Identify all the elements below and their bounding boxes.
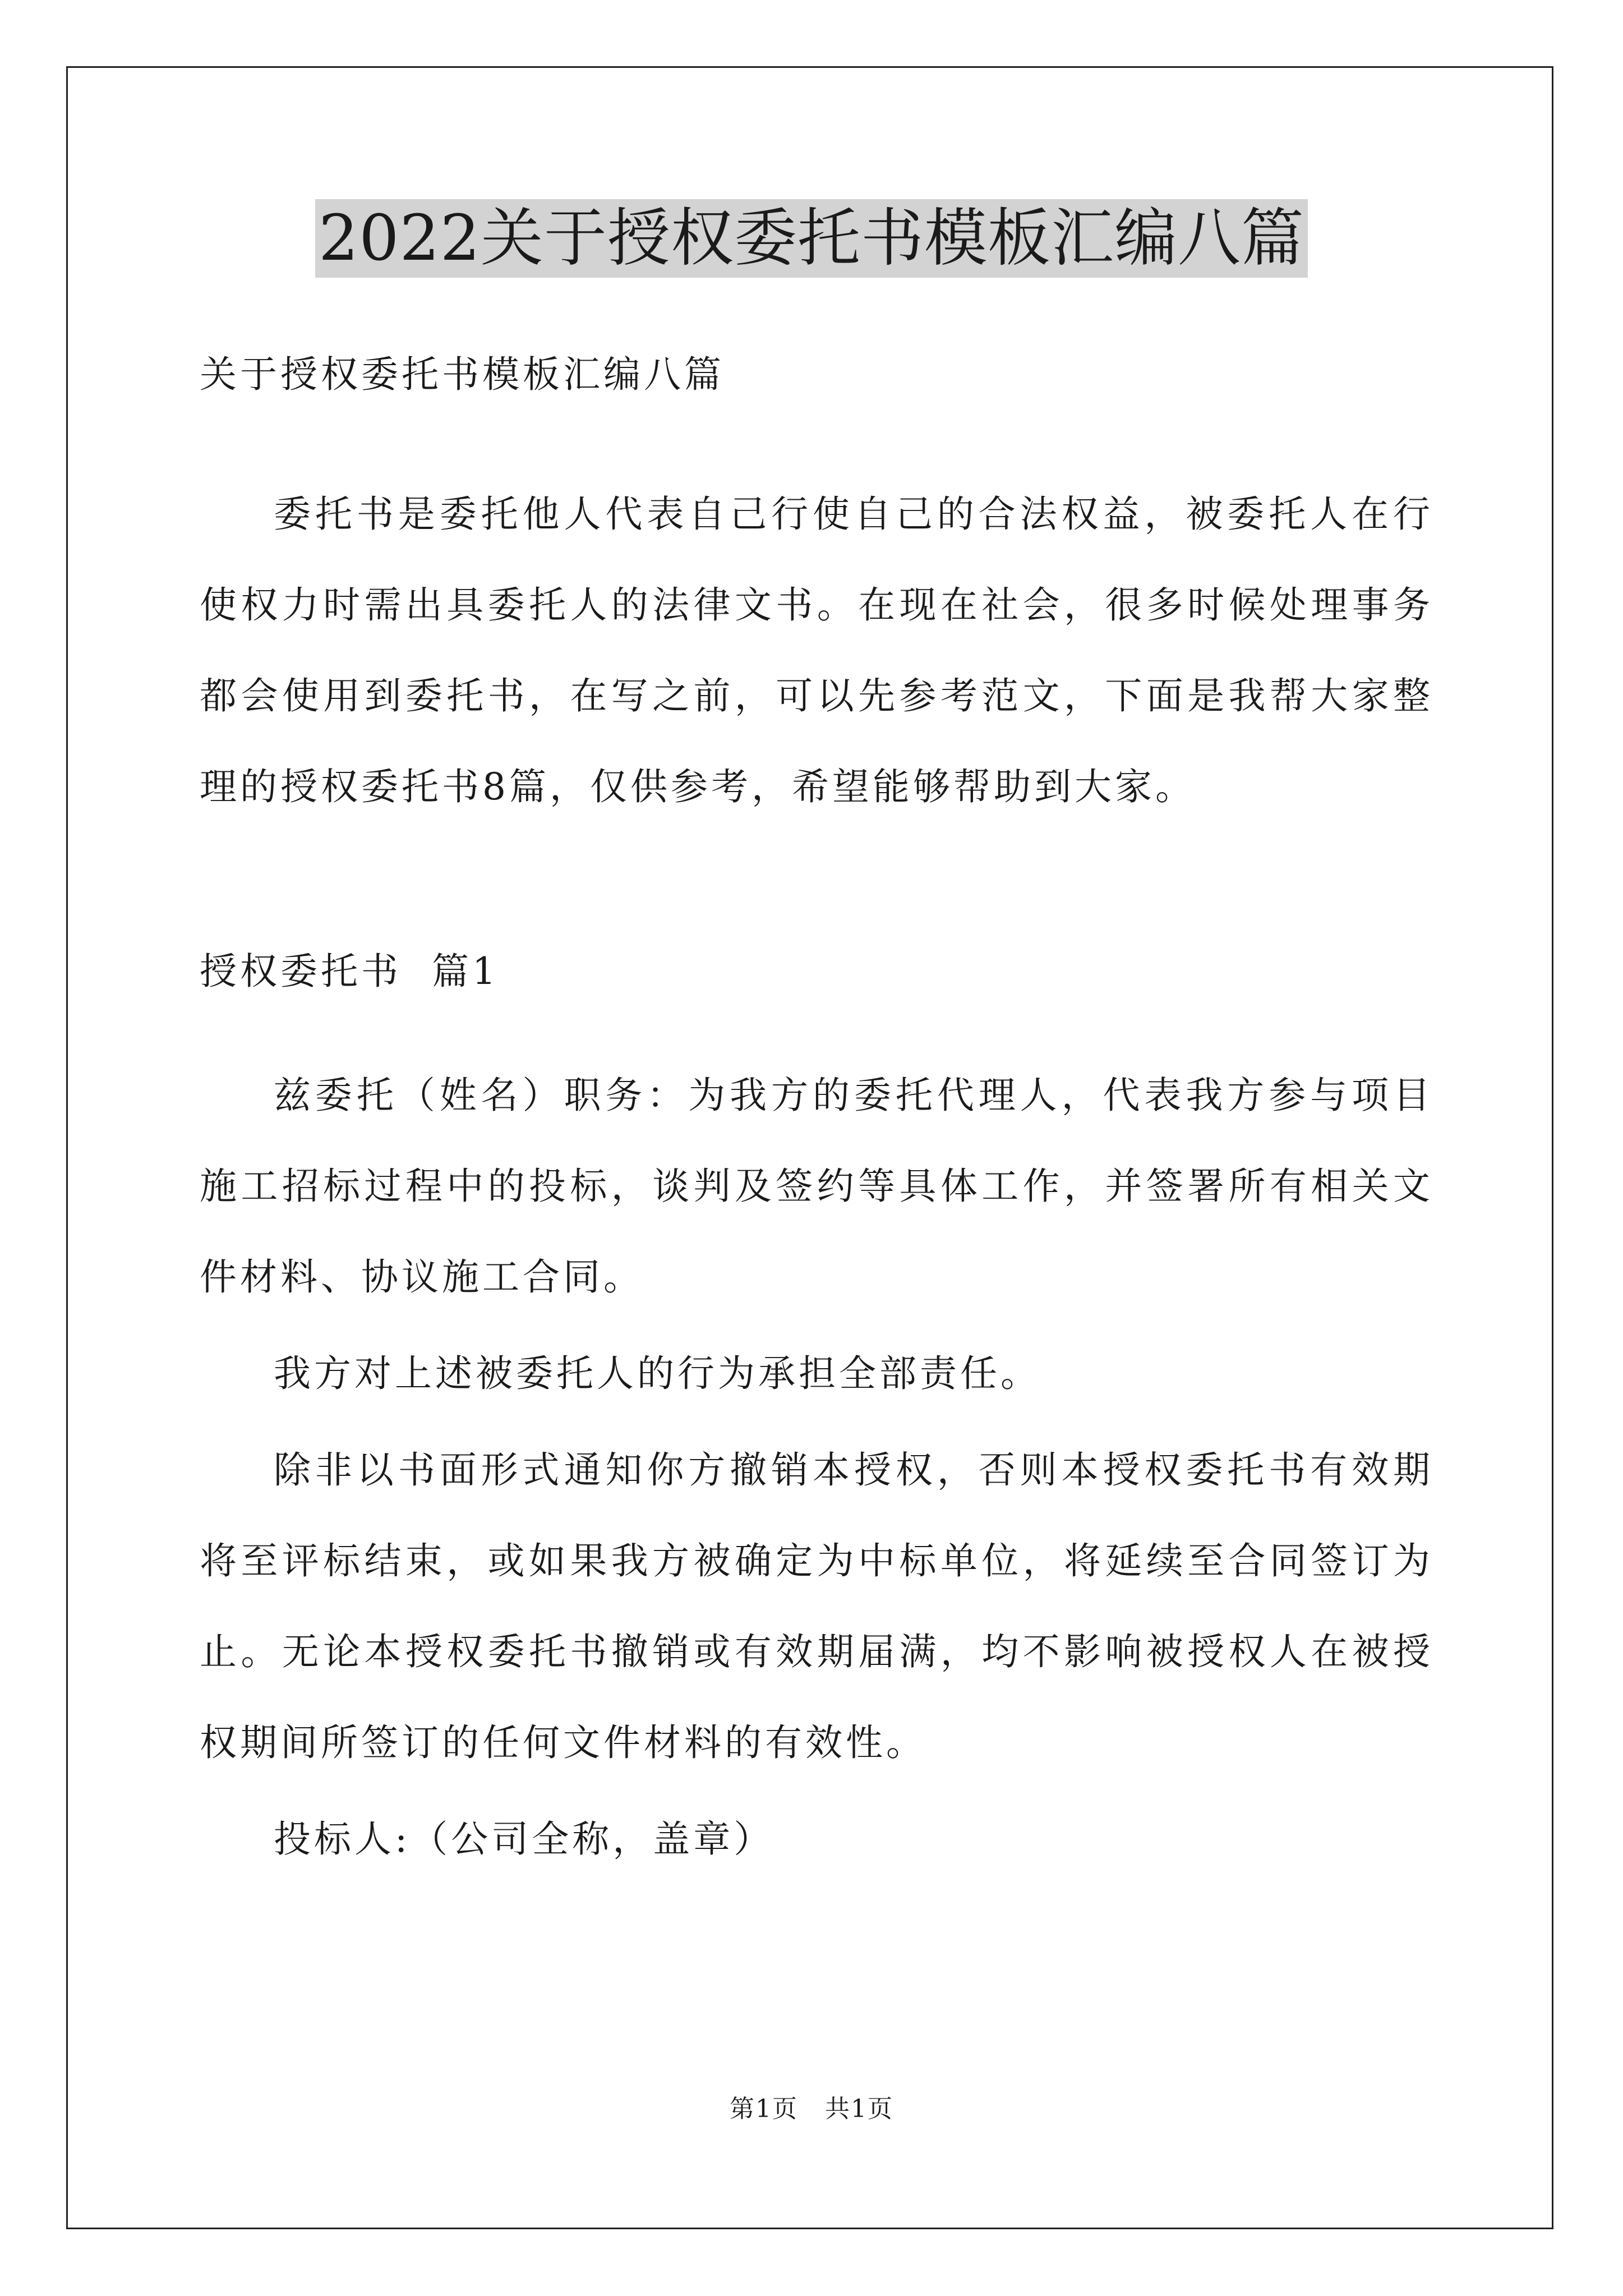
title-wrap <box>0 199 1623 278</box>
section-paragraph: 除非以书面形式通知你方撤销本授权，否则本授权委托书有效期将至评标结束，或如果我方被确定为中标单位，将延续至合同签订为止。无论本授权委托书撤销或有效期届满，均不影响被授权人在被授权期间所签订的任何文件材料的有效性。 <box>200 1448 1433 1764</box>
intro-paragraph: 委托书是委托他人代表自己行使自己的合法权益，被委托人在行使权力时需出具委托人的法律文书。在现在社会，很多时候处理事务都会使用到委托书，在写之前，可以先参考范文，下面是我帮大家整理的授权委托书8篇，仅供参考，希望能够帮助到大家。 <box>200 493 1433 808</box>
page-number: 第1页 共1页 <box>730 2095 893 2123</box>
section-paragraph: 我方对上述被委托人的行为承担全部责任。 <box>274 1352 1041 1395</box>
document-title: 2022关于授权委托书模板汇编八篇 <box>315 199 1308 278</box>
section-paragraph: 投标人:（公司全称，盖章） <box>274 1818 774 1861</box>
document-subtitle: 关于授权委托书模板汇编八篇 <box>200 353 725 396</box>
document-body <box>200 348 1433 1885</box>
section-heading: 授权委托书 篇1 <box>200 950 499 993</box>
page-footer <box>0 2092 1623 2126</box>
section-paragraph: 兹委托（姓名）职务：为我方的委托代理人，代表我方参与项目施工招标过程中的投标，谈判及签约等具体工作，并签署所有相关文件材料、协议施工合同。 <box>200 1074 1433 1299</box>
